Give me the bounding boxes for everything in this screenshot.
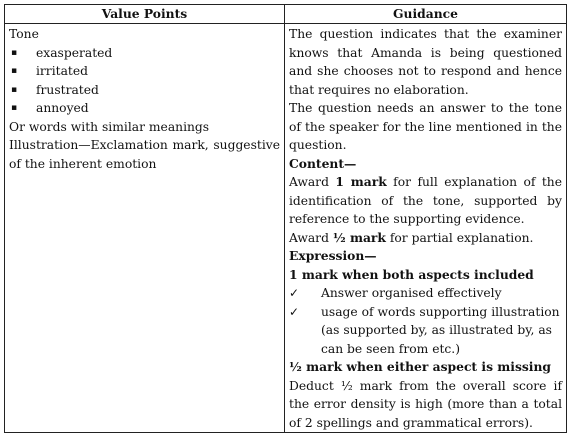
list-item xyxy=(9,81,280,100)
square-bullet-icon: ▪ xyxy=(11,103,18,113)
award-text: for full explanation of the identification of the tone, supported by reference to the supporting evidence. xyxy=(289,175,562,226)
check-icon: ✓ xyxy=(289,286,300,300)
value-points-cell xyxy=(5,24,285,433)
guidance-paragraph: The question needs an answer to the tone of the speaker for the line mentioned in the question. xyxy=(289,101,562,152)
award-full-mark xyxy=(289,173,562,229)
list-item xyxy=(9,44,280,63)
half-mark-heading: ½ mark when either aspect is missing xyxy=(289,359,552,374)
guidance-cell xyxy=(285,24,567,433)
header-row xyxy=(5,5,567,24)
guidance-header: Guidance xyxy=(285,5,567,24)
list-item xyxy=(9,62,280,81)
tone-word: exasperated xyxy=(36,45,113,60)
award-text: Award xyxy=(289,175,336,189)
one-mark-heading: 1 mark when both aspects included xyxy=(289,266,534,282)
award-text: for partial explanation. xyxy=(385,230,534,245)
tone-word: annoyed xyxy=(36,101,89,115)
tone-word: frustrated xyxy=(36,82,99,97)
criterion-text: usage of words supporting illustration (as supported by, as illustrated by, as can be seen from etc.) xyxy=(321,304,560,356)
list-item xyxy=(289,284,562,303)
award-mark: ½ mark xyxy=(332,229,386,245)
criteria-list xyxy=(289,284,562,358)
deduct-note: Deduct ½ mark from the overall score if the error density is high (more than a total of 2 spellings and grammatical errors). xyxy=(289,378,562,430)
content-heading: Content— xyxy=(289,155,357,171)
tone-list xyxy=(9,44,280,118)
content-row xyxy=(5,24,567,433)
check-icon: ✓ xyxy=(289,304,300,319)
square-bullet-icon: ▪ xyxy=(11,47,18,58)
tone-word: irritated xyxy=(36,64,88,78)
tone-label: Tone xyxy=(9,27,39,41)
marking-scheme-table xyxy=(4,4,567,433)
award-mark: 1 mark xyxy=(335,174,387,189)
list-item xyxy=(289,303,562,359)
list-item xyxy=(9,99,280,118)
value-points-header: Value Points xyxy=(5,5,285,24)
similar-words-note: Or words with similar meanings xyxy=(9,119,210,134)
marking-scheme-sheet xyxy=(4,4,566,430)
square-bullet-icon: ▪ xyxy=(11,84,18,95)
award-half-mark xyxy=(289,229,562,248)
criterion-text: Answer organised effectively xyxy=(321,286,502,300)
award-text: Award xyxy=(289,230,333,245)
illustration-note: Illustration—Exclamation mark, suggestive of the inherent emotion xyxy=(9,138,280,171)
square-bullet-icon: ▪ xyxy=(11,66,18,76)
guidance-paragraph: The question indicates that the examiner knows that Amanda is being questioned and she chooses not to respond and hence that requires no elaboration. xyxy=(289,27,562,97)
expression-heading: Expression— xyxy=(289,248,377,263)
